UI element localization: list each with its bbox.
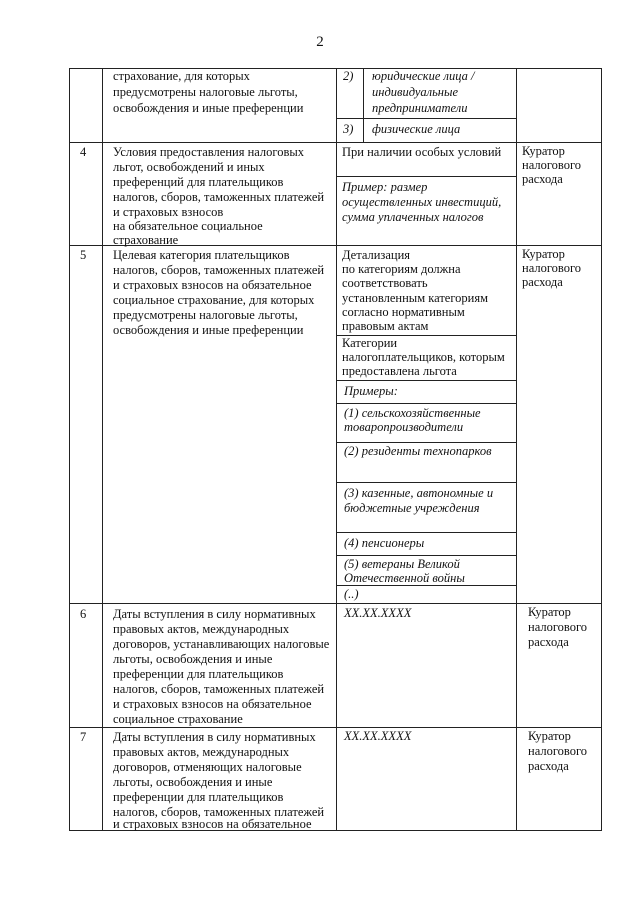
curator-label: Куратор — [522, 247, 565, 261]
row7-desc-line: правовых актов, международных — [113, 745, 290, 759]
row6-desc-line: договоров, устанавливающих налоговые — [113, 637, 330, 651]
row5-div4 — [336, 442, 517, 443]
row4-desc-line: Условия предоставления налоговых — [113, 145, 305, 159]
example-item: (4) пенсионеры — [344, 536, 425, 550]
col-divider-detail — [516, 68, 517, 831]
row5-div2 — [336, 380, 517, 381]
example-more: (..) — [344, 587, 359, 601]
row5-detail-line: согласно нормативным — [342, 305, 465, 319]
example-item: (1) сельскохозяйственные — [344, 406, 481, 420]
sub-num-divider — [363, 68, 364, 142]
row4-example-line: осуществленных инвестиций, — [342, 195, 502, 209]
row5-div7 — [336, 555, 517, 556]
table-border-left — [69, 68, 70, 831]
example-item: (5) ветераны Великой — [344, 557, 460, 571]
row6-desc-line: налогов, сборов, таможенных платежей — [113, 682, 325, 696]
sub-item-text: юридические лица / — [372, 69, 475, 83]
sub-item-text: индивидуальные — [372, 85, 459, 99]
example-item: товаропроизводители — [344, 420, 464, 434]
row4-desc-line: налогов, сборов, таможенных платежей — [113, 190, 325, 204]
sub-item-number: 2) — [343, 69, 354, 83]
row-number: 4 — [80, 145, 87, 159]
row5-category-line: предоставлена льгота — [342, 364, 457, 378]
row6-desc-line: и страховых взносов на обязательное — [113, 697, 312, 711]
row5-detail-line: правовым актам — [342, 319, 429, 333]
row4-example-line: сумма уплаченных налогов — [342, 210, 484, 224]
row7-desc-line: налогов, сборов, таможенных платежей — [113, 805, 325, 819]
curator-label: Куратор — [528, 729, 571, 743]
row4-example-line: Пример: размер — [342, 180, 428, 194]
row5-category-line: налогоплательщиков, которым — [342, 350, 505, 364]
example-item: бюджетные учреждения — [344, 501, 480, 515]
page-number: 2 — [316, 34, 324, 50]
row5-desc-line: и страховых взносов на обязательное — [113, 278, 312, 292]
row5-category-line: Категории — [342, 336, 398, 350]
row4-condition: При наличии особых условий — [342, 145, 502, 159]
curator-label: налогового — [522, 261, 582, 275]
example-item: Отечественной войны — [344, 571, 465, 585]
row5-desc-line: освобождения и иные преференции — [113, 323, 304, 337]
row-top-desc-line: предусмотрены налоговые льготы, — [113, 85, 298, 99]
row4-top — [69, 142, 602, 143]
curator-label: расхода — [522, 275, 563, 289]
row4-desc-line: льгот, освобождений и иных — [113, 160, 265, 174]
row-number: 5 — [80, 248, 87, 262]
row5-desc-line: социальное страхование, для которых — [113, 293, 315, 307]
col-divider-desc — [336, 68, 337, 831]
curator-label: расхода — [528, 635, 569, 649]
row4-desc-line: страхование — [113, 233, 179, 247]
row7-desc-line: договоров, отменяющих налоговые — [113, 760, 302, 774]
row7-desc-line: и страховых взносов на обязательное — [113, 817, 312, 831]
row7-desc-line: льготы, освобождения и иные — [113, 775, 273, 789]
date-value: XX.XX.XXXX — [344, 729, 412, 743]
row5-desc-line: предусмотрены налоговые льготы, — [113, 308, 298, 322]
row5-detail-line: установленным категориям — [342, 291, 489, 305]
row5-div3 — [336, 403, 517, 404]
sub-item-text: физические лица — [372, 122, 461, 136]
curator-label: расхода — [528, 759, 569, 773]
curator-label: Куратор — [528, 605, 571, 619]
row-top-desc-line: освобождения и иные преференции — [113, 101, 304, 115]
row5-desc-line: Целевая категория плательщиков — [113, 248, 290, 262]
sub-item-text: предприниматели — [372, 101, 468, 115]
row6-desc-line: льготы, освобождения и иные — [113, 652, 273, 666]
curator-label: Куратор — [522, 144, 565, 158]
sub-row-divider — [336, 118, 517, 119]
row6-desc-line: Даты вступления в силу нормативных — [113, 607, 316, 621]
row5-div5 — [336, 482, 517, 483]
curator-label: налогового — [522, 158, 582, 172]
row-number: 7 — [80, 730, 87, 744]
row6-desc-line: преференции для плательщиков — [113, 667, 284, 681]
row5-detail-line: соответствовать — [342, 276, 428, 290]
row4-desc-line: преференций для плательщиков — [113, 175, 284, 189]
row-top-desc-line: страхование, для которых — [113, 69, 250, 83]
row7-desc-line: Даты вступления в силу нормативных — [113, 730, 316, 744]
row7-desc-line: преференции для плательщиков — [113, 790, 284, 804]
row4-inner-divider — [336, 176, 517, 177]
example-item: (2) резиденты технопарков — [344, 444, 492, 458]
date-value: XX.XX.XXXX — [344, 606, 412, 620]
row6-desc-line: социальное страхование — [113, 712, 243, 726]
examples-label: Примеры: — [344, 384, 398, 398]
row6-top — [69, 603, 602, 604]
row-number: 6 — [80, 607, 87, 621]
curator-label: налогового — [528, 744, 588, 758]
row6-desc-line: правовых актов, международных — [113, 622, 290, 636]
row4-desc-line: на обязательное социальное — [113, 219, 263, 233]
example-item: (3) казенные, автономные и — [344, 486, 494, 500]
row5-desc-line: налогов, сборов, таможенных платежей — [113, 263, 325, 277]
row5-div6 — [336, 532, 517, 533]
sub-item-number: 3) — [343, 122, 354, 136]
row5-detail-line: Детализация — [342, 248, 411, 262]
table-border-right — [601, 68, 602, 831]
col-divider-num — [102, 68, 103, 831]
curator-label: расхода — [522, 172, 563, 186]
row4-desc-line: и страховых взносов — [113, 205, 224, 219]
curator-label: налогового — [528, 620, 588, 634]
row5-detail-line: по категориям должна — [342, 262, 461, 276]
